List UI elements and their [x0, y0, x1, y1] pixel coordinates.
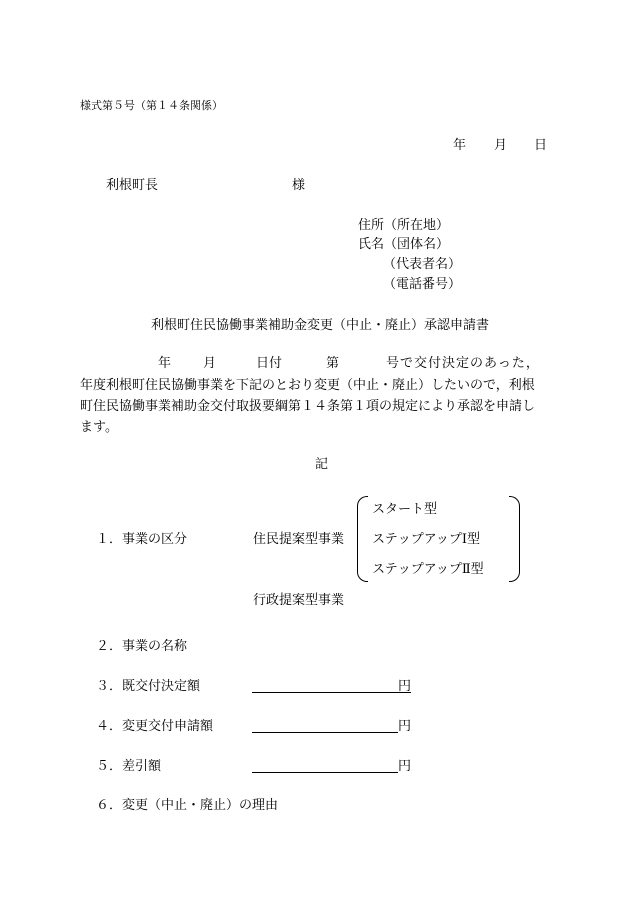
item1-label: １．事業の区分	[96, 532, 188, 547]
item3-amount-line	[252, 692, 398, 693]
item4-unit: 円	[398, 719, 412, 734]
applicant-representative: （代表者名）	[383, 257, 462, 272]
item6-label: ６．変更（中止・廃止）の理由	[96, 798, 279, 813]
body-line4: ます。	[80, 420, 118, 435]
body-line1-day: 日付	[256, 356, 283, 371]
item1-resident-type: 住民提案型事業	[253, 532, 345, 547]
form-number: 様式第５号（第１４条関係）	[80, 99, 223, 112]
item1-admin-type: 行政提案型事業	[253, 593, 345, 608]
item4-label: ４．変更交付申請額	[96, 719, 214, 734]
date-day: 日	[534, 138, 548, 153]
addressee-honorific: 様	[292, 178, 306, 193]
item5-unit: 円	[398, 759, 412, 774]
body-line2: 年度利根町住民協働事業を下記のとおり変更（中止・廃止）したいので，利根	[80, 378, 535, 393]
date-month: 月	[494, 138, 508, 153]
body-line1-rest: 号で交付決定のあった，	[386, 356, 540, 371]
item2-label: ２．事業の名称	[96, 639, 188, 654]
item3-unit-underline	[398, 692, 411, 693]
item5-label: ５．差引額	[96, 759, 162, 774]
left-brace	[357, 496, 368, 582]
applicant-address: 住所（所在地）	[358, 218, 450, 233]
document-title: 利根町住民協働事業補助金変更（中止・廃止）承認申請書	[151, 318, 490, 333]
item3-unit: 円	[398, 679, 412, 694]
applicant-phone: （電話番号）	[383, 277, 462, 292]
body-line1-dai: 第	[326, 356, 340, 371]
item1-option-stepup1: ステップアップⅠ型	[372, 532, 480, 547]
item3-label: ３．既交付決定額	[96, 679, 201, 694]
body-line3: 町住民協働事業補助金交付取扱要綱第１４条第１項の規定により承認を申請し	[80, 399, 536, 414]
item5-amount-line	[252, 772, 398, 773]
ki-heading: 記	[315, 457, 329, 472]
addressee-name: 利根町長	[106, 178, 159, 193]
applicant-name: 氏名（団体名）	[358, 237, 450, 252]
body-line1-year: 年	[158, 356, 172, 371]
item1-option-start: スタート型	[372, 502, 438, 517]
date-year: 年	[453, 138, 467, 153]
item4-amount-line	[252, 732, 398, 733]
right-brace	[509, 496, 520, 582]
body-line1-month: 月	[203, 356, 217, 371]
item1-option-stepup2: ステップアップⅡ型	[372, 562, 484, 577]
